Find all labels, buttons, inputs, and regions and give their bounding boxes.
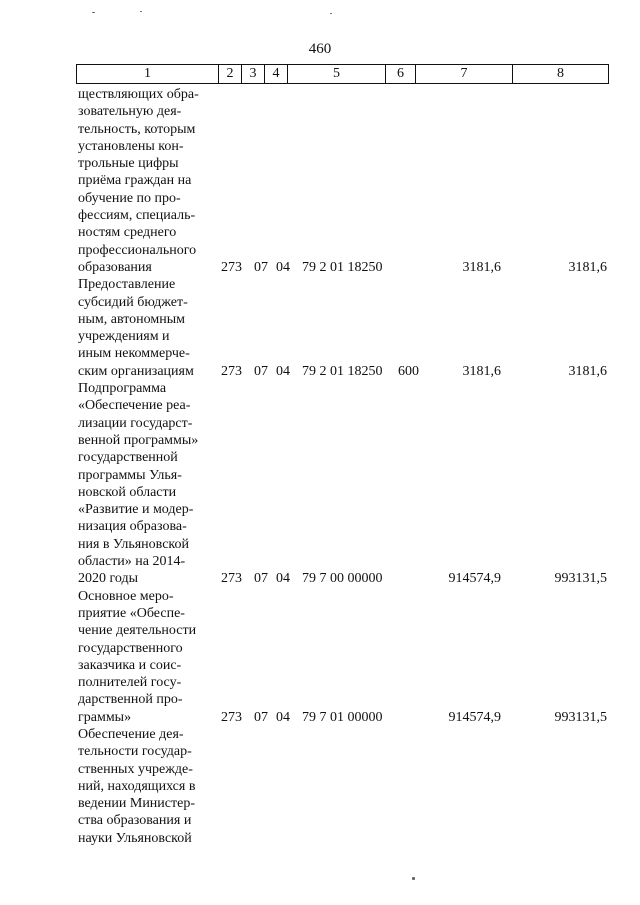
row-name-line: науки Ульяновской [78, 830, 192, 846]
row-cell-c5: 79 2 01 18250 [302, 363, 383, 379]
row-cell-c7: 914574,9 [448, 709, 501, 725]
row-name-line: Обеспечение дея- [78, 726, 184, 742]
row-cell-c3: 07 [254, 571, 268, 587]
row-cell-c6: 600 [398, 363, 419, 379]
budget-rows [0, 86, 640, 847]
header-col-7: 7 [416, 65, 513, 84]
row-name-line: новской области [78, 484, 177, 500]
row-name-line: Подпрограмма [78, 381, 167, 397]
row-cell-c2: 273 [221, 259, 242, 275]
scan-speck [92, 12, 95, 13]
row-name-line: венной программы» [78, 432, 199, 448]
row-name-line: ным, автономным [78, 311, 186, 327]
row-name-line: ществляющих обра- [78, 87, 199, 102]
row-name-line: тельности государ- [78, 744, 192, 760]
row-name-line: Предоставление [78, 277, 176, 293]
scan-speck [140, 11, 142, 12]
row-cell-c3: 07 [254, 363, 268, 379]
row-cell-c4: 04 [276, 259, 290, 275]
header-row [77, 65, 609, 84]
row-name-line: ским организациям [78, 363, 194, 379]
row-name-line: ния в Ульяновской [78, 536, 189, 552]
row-name [78, 588, 216, 726]
column-header-table [76, 64, 609, 84]
row-name-line: субсидий бюджет- [78, 294, 188, 310]
row-cell-c5: 79 7 00 00000 [302, 571, 383, 587]
row-name-line: зовательную дея- [78, 104, 182, 120]
row-cell-c4: 04 [276, 571, 290, 587]
header-col-2: 2 [219, 65, 242, 84]
row-cell-c2: 273 [221, 363, 242, 379]
scan-speck [412, 877, 415, 880]
table-row [0, 726, 640, 847]
row-name-line: области» на 2014- [78, 554, 186, 570]
row-name-line: «Развитие и модер- [78, 502, 194, 518]
row-name-line: ведении Министер- [78, 796, 196, 812]
row-cell-c8: 993131,5 [554, 709, 607, 725]
header-col-6: 6 [386, 65, 416, 84]
row-name-line: дарственной про- [78, 692, 183, 708]
row-name-line: ственных учрежде- [78, 761, 193, 777]
row-cell-c7: 3181,6 [462, 259, 501, 275]
header-col-3: 3 [242, 65, 265, 84]
row-name-line: Основное меро- [78, 588, 174, 604]
header-col-8: 8 [513, 65, 609, 84]
row-cell-c7: 3181,6 [462, 363, 501, 379]
row-name-line: учреждениям и [78, 329, 170, 345]
row-name-line: низация образова- [78, 519, 187, 535]
page-number: 460 [308, 41, 332, 57]
header-col-1: 1 [77, 65, 219, 84]
row-name-line: образования [78, 259, 152, 275]
row-cell-c7: 914574,9 [448, 571, 501, 587]
row-name-line: тельность, которым [78, 121, 196, 137]
table-row [0, 276, 640, 380]
table-row [0, 588, 640, 726]
row-name [78, 726, 216, 847]
row-name-line: приёма граждан на [78, 173, 192, 189]
row-name-line: «Обеспечение реа- [78, 398, 191, 414]
row-name-line: государственного [78, 640, 183, 656]
row-name [78, 380, 216, 588]
row-name-line: установлены кон- [78, 138, 184, 154]
row-name-line: полнителей госу- [78, 675, 182, 691]
row-name-line: обучение по про- [78, 190, 181, 206]
row-name-line: приятие «Обеспе- [78, 605, 185, 621]
row-name-line: иным некоммерче- [78, 346, 190, 362]
row-name-line: граммы» [78, 709, 132, 725]
header-col-5: 5 [288, 65, 386, 84]
row-cell-c3: 07 [254, 259, 268, 275]
row-name [78, 86, 216, 276]
row-cell-c5: 79 2 01 18250 [302, 259, 383, 275]
table-row [0, 380, 640, 588]
row-cell-c2: 273 [221, 571, 242, 587]
header-col-4: 4 [265, 65, 288, 84]
row-name-line: ства образования и [78, 813, 192, 829]
row-cell-c5: 79 7 01 00000 [302, 709, 383, 725]
row-name-line: ностям среднего [78, 225, 177, 241]
row-name-line: ний, находящихся в [78, 778, 196, 794]
row-cell-c3: 07 [254, 709, 268, 725]
row-cell-c8: 3181,6 [568, 363, 607, 379]
table-row [0, 86, 640, 276]
scan-speck [330, 13, 332, 14]
row-cell-c4: 04 [276, 709, 290, 725]
row-cell-c8: 3181,6 [568, 259, 607, 275]
row-name-line: программы Улья- [78, 467, 182, 483]
row-cell-c8: 993131,5 [554, 571, 607, 587]
row-name [78, 276, 216, 380]
row-name-line: заказчика и соис- [78, 657, 182, 673]
row-name-line: 2020 годы [78, 571, 139, 587]
row-name-line: государственной [78, 450, 178, 466]
row-name-line: профессионального [78, 242, 197, 258]
row-name-line: фессиям, специаль- [78, 208, 196, 224]
row-cell-c2: 273 [221, 709, 242, 725]
row-name-line: лизации государст- [78, 415, 193, 431]
row-name-line: трольные цифры [78, 156, 179, 172]
row-cell-c4: 04 [276, 363, 290, 379]
row-name-line: чение деятельности [78, 623, 197, 639]
